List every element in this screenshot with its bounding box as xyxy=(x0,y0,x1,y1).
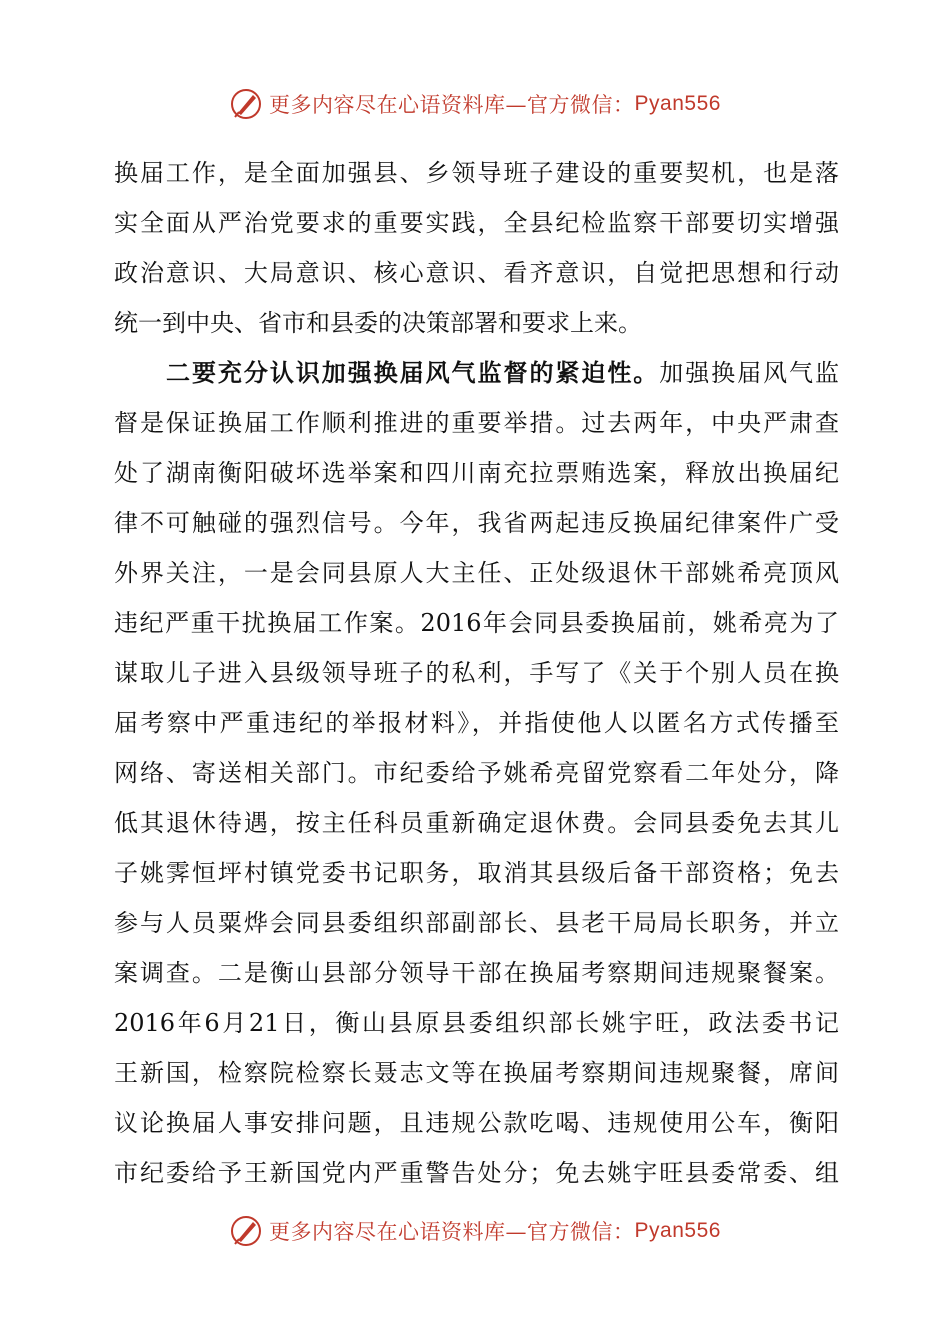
banner-wechat-id: Pyan556 xyxy=(634,92,721,115)
text-line: 届考察中严重违纪的举报材料》，并指使他人以匿名方式传播至 xyxy=(114,709,839,737)
banner-wechat-id: Pyan556 xyxy=(634,1219,721,1242)
text-line: 王新国，检察院检察长聂志文等在换届考察期间违规聚餐，席间 xyxy=(114,1059,839,1087)
text-line: 2016年6月21日，衡山县原县委组织部长姚宇旺，政法委书记 xyxy=(114,1009,839,1037)
text-line: 网络、寄送相关部门。市纪委给予姚希亮留党察看二年处分，降 xyxy=(114,759,839,787)
text-line: 统一到中央、省市和县委的决策部署和要求上来。 xyxy=(114,309,642,337)
text-line: 市纪委给予王新国党内严重警告处分；免去姚宇旺县委常委、组 xyxy=(114,1159,839,1187)
text-line: 谋取儿子进入县级领导班子的私利，手写了《关于个别人员在换 xyxy=(114,659,839,687)
text-line: 换届工作，是全面加强县、乡领导班子建设的重要契机，也是落 xyxy=(114,159,839,187)
text-line: 督是保证换届工作顺利推进的重要举措。过去两年，中央严肃查 xyxy=(114,409,839,437)
text-line: 实全面从严治党要求的重要实践，全县纪检监察干部要切实增强 xyxy=(114,209,839,237)
text-line: 参与人员粟烨会同县委组织部副部长、县老干局局长职务，并立 xyxy=(114,909,839,937)
header-banner xyxy=(0,84,950,124)
text-line: 外界关注，一是会同县原人大主任、正处级退休干部姚希亮顶风 xyxy=(114,559,839,587)
quill-pen-icon xyxy=(229,1214,263,1248)
text-line: 案调查。二是衡山县部分领导干部在换届考察期间违规聚餐案。 xyxy=(114,959,839,987)
quill-pen-icon xyxy=(229,87,263,121)
banner-text: 更多内容尽在心语资料库—官方微信： xyxy=(269,93,635,117)
body-text xyxy=(114,148,839,1198)
footer-banner xyxy=(0,1211,950,1251)
paragraph-heading: 二要充分认识加强换届风气监督的紧迫性。 xyxy=(166,358,660,387)
paragraph-heading-line xyxy=(114,348,839,398)
text-line: 子姚霁恒坪村镇党委书记职务，取消其县级后备干部资格；免去 xyxy=(114,859,839,887)
banner-text: 更多内容尽在心语资料库—官方微信： xyxy=(269,1220,635,1244)
text-line: 违纪严重干扰换届工作案。2016年会同县委换届前，姚希亮为了 xyxy=(114,609,839,637)
text-line: 议论换届人事安排问题，且违规公款吃喝、违规使用公车，衡阳 xyxy=(114,1109,839,1137)
text-line: 政治意识、大局意识、核心意识、看齐意识，自觉把思想和行动 xyxy=(114,259,839,287)
text-line: 处了湖南衡阳破坏选举案和四川南充拉票贿选案，释放出换届纪 xyxy=(114,459,839,487)
paragraph-heading-rest: 加强换届风气监 xyxy=(659,359,840,387)
text-line: 低其退休待遇，按主任科员重新确定退休费。会同县委免去其儿 xyxy=(114,809,839,837)
text-line: 律不可触碰的强烈信号。今年，我省两起违反换届纪律案件广受 xyxy=(114,509,839,537)
